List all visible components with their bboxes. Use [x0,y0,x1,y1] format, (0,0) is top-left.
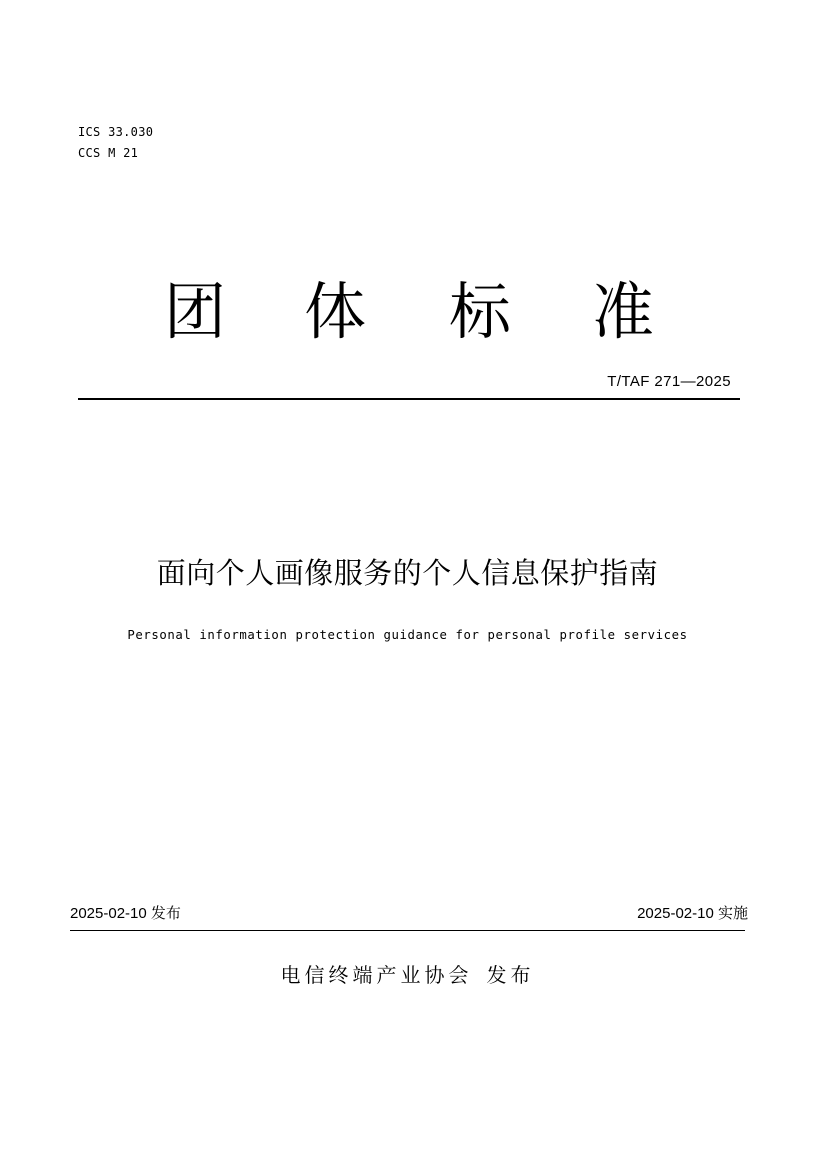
english-title: Personal information protection guidance for personal profile services [127,628,688,642]
footer-divider [70,930,745,931]
document-type-char: 标 [448,275,511,348]
document-type-char: 体 [303,275,366,348]
chinese-title: 面向个人画像服务的个人信息保护指南 [156,556,659,590]
standard-number: T/TAF 271—2025 [607,373,731,390]
document-type-char: 准 [591,275,654,348]
publisher-action: 发布 [486,963,535,987]
issue-date: 2025-02-10 发布 [70,905,181,922]
document-type-char: 团 [163,275,226,348]
document-type-title [0,272,815,352]
publisher-line [0,960,815,990]
publisher-name: 电信终端产业协会 [280,963,473,987]
ccs-code: CCS M 21 [78,146,139,160]
header-divider [78,398,740,400]
ics-code: ICS 33.030 [78,125,154,139]
effective-date: 2025-02-10 实施 [637,905,748,922]
